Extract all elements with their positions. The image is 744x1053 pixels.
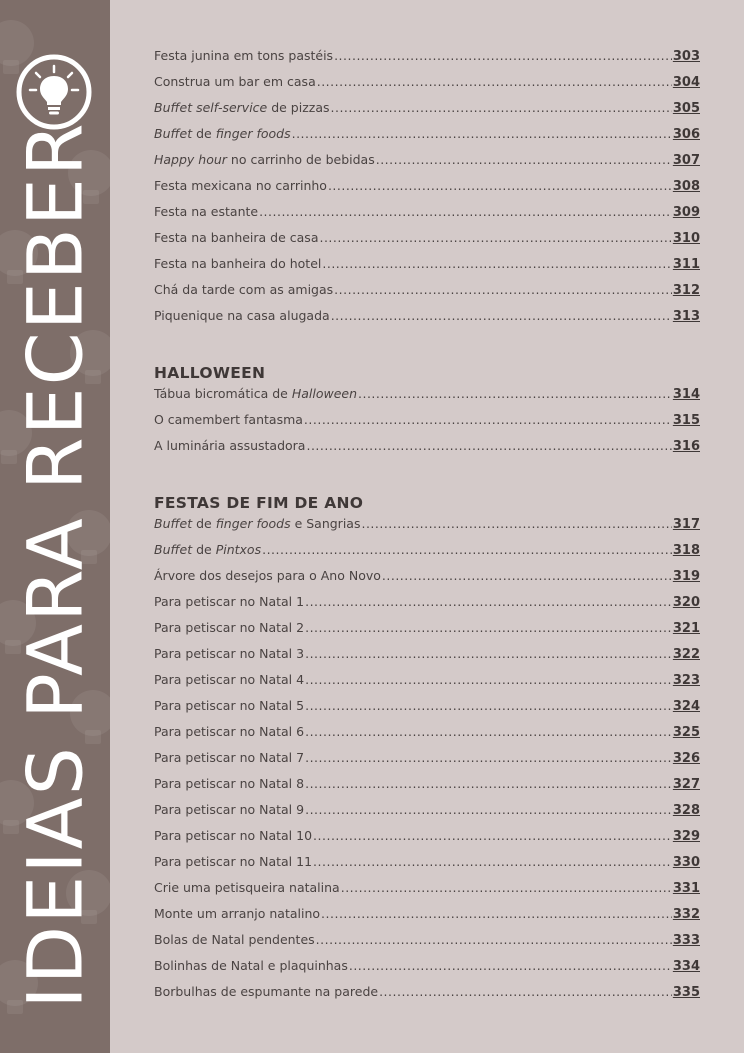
- page-number-link[interactable]: 305: [672, 101, 700, 116]
- page-number-link[interactable]: 308: [672, 179, 700, 194]
- page-number-link[interactable]: 314: [672, 387, 700, 402]
- toc-entry[interactable]: [154, 620, 700, 646]
- page-number-link[interactable]: 328: [672, 803, 700, 818]
- toc-entry[interactable]: [154, 126, 700, 152]
- page-number-link[interactable]: 321: [672, 621, 700, 636]
- toc-entry-title: Buffet de Pintxos: [154, 542, 262, 557]
- toc-entry-title: O camembert fantasma: [154, 412, 303, 427]
- toc-entry[interactable]: [154, 750, 700, 776]
- dot-leader: [334, 48, 672, 63]
- page-number-link[interactable]: 313: [672, 309, 700, 324]
- dot-leader: [321, 906, 672, 921]
- page-number-link[interactable]: 312: [672, 283, 700, 298]
- dot-leader: [259, 204, 672, 219]
- dot-leader: [358, 386, 672, 401]
- page-number-link[interactable]: 316: [672, 439, 700, 454]
- toc-entry-title: Bolas de Natal pendentes: [154, 932, 315, 947]
- dot-leader: [305, 776, 672, 791]
- dot-leader: [382, 568, 672, 583]
- page-number-link[interactable]: 331: [672, 881, 700, 896]
- toc-entry-title: Tábua bicromática de Halloween: [154, 386, 358, 401]
- toc-entry-title: Buffet de finger foods: [154, 126, 291, 141]
- page-number-link[interactable]: 332: [672, 907, 700, 922]
- dot-leader: [316, 932, 672, 947]
- toc-entry-title: Para petiscar no Natal 6: [154, 724, 305, 739]
- page-number-link[interactable]: 315: [672, 413, 700, 428]
- toc-entry[interactable]: [154, 74, 700, 100]
- page-number-link[interactable]: 318: [672, 543, 700, 558]
- toc-entry[interactable]: [154, 256, 700, 282]
- toc-entry-title: Construa um bar em casa: [154, 74, 316, 89]
- toc-entry[interactable]: [154, 100, 700, 126]
- toc-entry[interactable]: [154, 412, 700, 438]
- dot-leader: [292, 126, 672, 141]
- dot-leader: [379, 984, 672, 999]
- dot-leader: [317, 74, 672, 89]
- table-of-contents: [154, 48, 700, 1010]
- page-number-link[interactable]: 333: [672, 933, 700, 948]
- toc-entry[interactable]: [154, 958, 700, 984]
- page-number-link[interactable]: 303: [672, 49, 700, 64]
- dot-leader: [305, 646, 672, 661]
- page-number-link[interactable]: 309: [672, 205, 700, 220]
- toc-entry[interactable]: [154, 152, 700, 178]
- toc-entry[interactable]: [154, 880, 700, 906]
- page-number-link[interactable]: 320: [672, 595, 700, 610]
- page-number-link[interactable]: 327: [672, 777, 700, 792]
- dot-leader: [322, 256, 671, 271]
- page-number-link[interactable]: 335: [672, 985, 700, 1000]
- dot-leader: [305, 594, 672, 609]
- toc-entry[interactable]: [154, 776, 700, 802]
- toc-entry-title: Para petiscar no Natal 5: [154, 698, 305, 713]
- toc-entry[interactable]: [154, 282, 700, 308]
- dot-leader: [349, 958, 672, 973]
- toc-entry[interactable]: [154, 230, 700, 256]
- dot-leader: [331, 100, 672, 115]
- toc-entry-title: Para petiscar no Natal 11: [154, 854, 313, 869]
- toc-entry-title: Buffet self-service de pizzas: [154, 100, 330, 115]
- toc-entry[interactable]: [154, 698, 700, 724]
- page-number-link[interactable]: 310: [672, 231, 700, 246]
- toc-entry[interactable]: [154, 906, 700, 932]
- toc-entry-title: Para petiscar no Natal 1: [154, 594, 305, 609]
- lightbulb-icon: [14, 52, 94, 132]
- page-number-link[interactable]: 334: [672, 959, 700, 974]
- toc-entry[interactable]: [154, 568, 700, 594]
- toc-entry[interactable]: [154, 724, 700, 750]
- toc-entry-title: Árvore dos desejos para o Ano Novo: [154, 568, 381, 583]
- sidebar: [0, 0, 110, 1053]
- dot-leader: [262, 542, 672, 557]
- toc-entry[interactable]: [154, 438, 700, 464]
- dot-leader: [313, 854, 672, 869]
- dot-leader: [361, 516, 671, 531]
- toc-entry-title: Chá da tarde com as amigas: [154, 282, 334, 297]
- toc-entry-title: Festa na estante: [154, 204, 259, 219]
- dot-leader: [304, 412, 672, 427]
- dot-leader: [319, 230, 671, 245]
- page-number-link[interactable]: 326: [672, 751, 700, 766]
- toc-entry-title: Festa na banheira do hotel: [154, 256, 322, 271]
- toc-entry[interactable]: [154, 48, 700, 74]
- toc-entry-title: Para petiscar no Natal 2: [154, 620, 305, 635]
- dot-leader: [306, 438, 671, 453]
- toc-entry[interactable]: [154, 646, 700, 672]
- toc-entry-title: Para petiscar no Natal 10: [154, 828, 313, 843]
- page-number-link[interactable]: 307: [672, 153, 700, 168]
- dot-leader: [331, 308, 672, 323]
- page-number-link[interactable]: 322: [672, 647, 700, 662]
- toc-entry-title: Crie uma petisqueira natalina: [154, 880, 340, 895]
- dot-leader: [305, 750, 672, 765]
- dot-leader: [305, 724, 672, 739]
- toc-entry[interactable]: [154, 932, 700, 958]
- toc-entry-title: Para petiscar no Natal 4: [154, 672, 305, 687]
- page-number-link[interactable]: 306: [672, 127, 700, 142]
- dot-leader: [334, 282, 672, 297]
- page-number-link[interactable]: 317: [672, 517, 700, 532]
- toc-entry-title: Festa na banheira de casa: [154, 230, 319, 245]
- toc-entry[interactable]: [154, 828, 700, 854]
- page-number-link[interactable]: 323: [672, 673, 700, 688]
- toc-entry[interactable]: [154, 672, 700, 698]
- dot-leader: [305, 672, 672, 687]
- toc-entry-title: A luminária assustadora: [154, 438, 306, 453]
- dot-leader: [328, 178, 672, 193]
- toc-entry-title: Happy hour no carrinho de bebidas: [154, 152, 375, 167]
- toc-entry-title: Festa junina em tons pastéis: [154, 48, 334, 63]
- toc-group-main: [154, 48, 700, 334]
- dot-leader: [305, 698, 672, 713]
- toc-entry-title: Bolinhas de Natal e plaquinhas: [154, 958, 348, 973]
- toc-entry[interactable]: [154, 984, 700, 1010]
- toc-entry-title: Borbulhas de espumante na parede: [154, 984, 379, 999]
- toc-entry[interactable]: [154, 178, 700, 204]
- dot-leader: [341, 880, 672, 895]
- toc-entry[interactable]: [154, 516, 700, 542]
- dot-leader: [313, 828, 672, 843]
- toc-entry[interactable]: [154, 854, 700, 880]
- page-number-link[interactable]: 319: [672, 569, 700, 584]
- dot-leader: [305, 620, 672, 635]
- toc-entry-title: Buffet de finger foods e Sangrias: [154, 516, 361, 531]
- toc-entry-title: Para petiscar no Natal 3: [154, 646, 305, 661]
- toc-group-fim-de-ano: [154, 516, 700, 1010]
- toc-entry-title: Para petiscar no Natal 9: [154, 802, 305, 817]
- page-number-link[interactable]: 325: [672, 725, 700, 740]
- page-number-link[interactable]: 324: [672, 699, 700, 714]
- toc-entry-title: Festa mexicana no carrinho: [154, 178, 327, 193]
- toc-entry-title: Monte um arranjo natalino: [154, 906, 321, 921]
- page-number-link[interactable]: 304: [672, 75, 700, 90]
- toc-entry[interactable]: [154, 594, 700, 620]
- toc-entry[interactable]: [154, 204, 700, 230]
- toc-entry-title: Para petiscar no Natal 7: [154, 750, 305, 765]
- page-number-link[interactable]: 330: [672, 855, 700, 870]
- toc-entry[interactable]: [154, 802, 700, 828]
- toc-entry[interactable]: [154, 308, 700, 334]
- dot-leader: [305, 802, 672, 817]
- page-number-link[interactable]: 311: [672, 257, 700, 272]
- page-number-link[interactable]: 329: [672, 829, 700, 844]
- toc-entry-title: Para petiscar no Natal 8: [154, 776, 305, 791]
- section-title-halloween: HALLOWEEN: [154, 364, 266, 382]
- toc-entry[interactable]: [154, 542, 700, 568]
- vertical-title: IDEIAS PARA RECEBER: [10, 121, 100, 1009]
- toc-entry[interactable]: [154, 386, 700, 412]
- toc-group-halloween: [154, 386, 700, 464]
- section-title-fim-de-ano: FESTAS DE FIM DE ANO: [154, 494, 364, 512]
- dot-leader: [376, 152, 672, 167]
- toc-entry-title: Piquenique na casa alugada: [154, 308, 330, 323]
